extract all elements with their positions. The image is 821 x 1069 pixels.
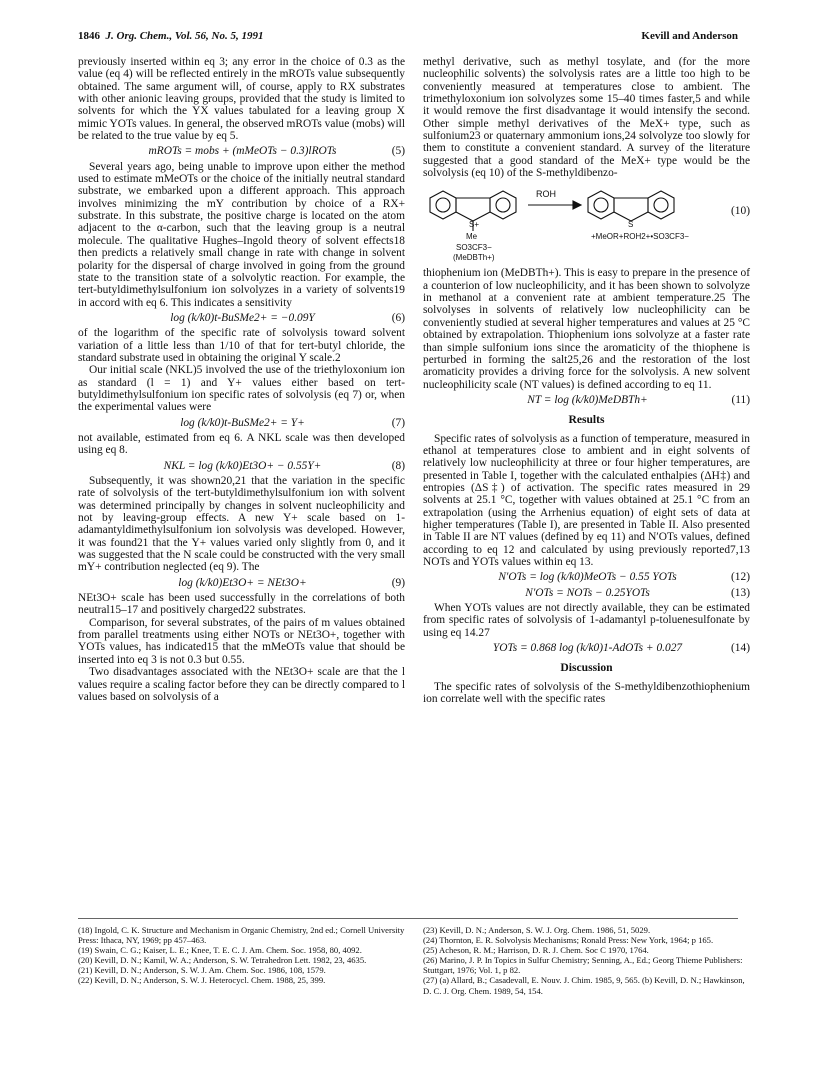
equation-13 <box>423 587 750 599</box>
page-header <box>78 30 738 46</box>
section-heading-results: Results <box>568 413 605 427</box>
paragraph: When YOTs values are not directly available, they can be estimated from specific rates of solvolysis of 1-adamantyl p-toluenesulfonate by using eq 14.27 <box>423 602 750 639</box>
equation-expression: log (k/k0)t-BuSMe2+ = Y+ <box>180 416 305 429</box>
equation-number: (12) <box>731 571 750 584</box>
reaction-scheme <box>423 183 750 265</box>
footnote: (21) Kevill, D. N.; Anderson, S. W. J. Am. Chem. Soc. 1986, 108, 1579. <box>78 965 326 976</box>
footnote: (27) (a) Allard, B.; Casadevall, E. Nouv. J. Chim. 1985, 9, 565. (b) Kevill, D. N.; Hawkinson, D. C. J. Org. Chem. 1989, 54, 154. <box>423 975 745 996</box>
equation-expression: N′OTs = log (k/k0)MeOTs − 0.55 YOTs <box>498 571 677 584</box>
footnote: (24) Thornton, E. R. Solvolysis Mechanisms; Ronald Press: New York, 1964; p 165. <box>423 935 714 946</box>
equation-8 <box>78 460 405 472</box>
equation-11 <box>423 394 750 406</box>
equation-expression: NKL = log (k/k0)Et3O+ − 0.55Y+ <box>163 459 322 472</box>
equation-expression: mROTs = mobs + (mMeOTs − 0.3)lROTs <box>148 145 337 158</box>
paragraph: thiophenium ion (MeDBTh+). This is easy to prepare in the presence of a counterion of low nucleophilicity, and it has been shown to solvolyze in methanol at a convenient rate at ambient temperature.25 The solvolyses in solvents of relatively low nucleophilicity can be conveniently studied at several higher temperatures and values at 25 °C obtained by extrapolation. Thiophenium ions solvolyze at a faster rate than simple sulfonium ions since the aromaticity of the thiophene is perturbed in forming the salt25,26 and the restoration of the lost aromaticity provides a driving force for the solvolysis. A new solvent nucleophilicity scale (NT values) is defined according to eq 11. <box>423 267 750 391</box>
aromatic-circle <box>496 198 510 212</box>
compound-name: (MeDBTh+) <box>453 253 495 263</box>
paragraph: NEt3O+ scale has been used successfully in the correlations of both neutral15–17 and positively charged22 substrates. <box>78 592 405 617</box>
equation-7 <box>78 417 405 429</box>
paragraph: Our initial scale (NKL)5 involved the use of the triethyloxonium ion as standard (l = 1) and Y+ values either based on tert-butyldimethylsulfonium ion specific rates of solvolysis (eq 7) or, when the experimental values were <box>78 364 405 414</box>
equation-expression: NT = log (k/k0)MeDBTh+ <box>527 393 648 406</box>
footnote: (19) Swain, C. G.; Kaiser, L. E.; Knee, T. E. C. J. Am. Chem. Soc. 1958, 80, 4092. <box>78 945 362 956</box>
product-sulfur-label: S <box>628 220 634 230</box>
paragraph: previously inserted within eq 3; any error in the choice of 0.3 as the value (eq 4) will be reflected entirely in the mROTs value subsequently obtained. The same argument will, of course, apply to RX substrates with other anionic leaving groups, provided that the study is limited to solvents for which the YX values tabulated for a leaving group X mimic YOTs values. In general, the observed mROTs value (mobs) will be related to the true value by eq 5. <box>78 56 405 143</box>
equation-number: (10) <box>731 205 750 218</box>
products-label: +MeOR+ROH2+•SO3CF3− <box>591 232 689 242</box>
methyl-label: Me <box>466 232 478 242</box>
equation-number: (5) <box>391 145 405 158</box>
equation-number: (14) <box>731 642 750 655</box>
header-authors: Kevill and Anderson <box>641 30 738 42</box>
footnote: (22) Kevill, D. N.; Anderson, S. W. J. Heterocycl. Chem. 1988, 25, 399. <box>78 975 326 986</box>
paragraph: methyl derivative, such as methyl tosylate, and (for the more nucleophilic solvents) the solvolysis rates are a little too high to be conveniently measured at temperatures close to ambient. The trimethyloxonium ion solvolyzes some 15–40 times faster,5 and while it would remove the first disadvantage it would intensify the second. Other simple methyl derivatives of the MeX+ type, such as sulfonium23 or quaternary ammonium ions,24 solvolyze too slowly for them to constitute a convenient standard. A survey of the literature suggested that a good standard of the MeX+ type would be the solvolysis (eq 10) of the S-methyldibenzo- <box>423 56 750 180</box>
paragraph: Two disadvantages associated with the NEt3O+ scale are that the l values require a scaling factor before they can be directly compared to l values based on solvolysis of a <box>78 666 405 703</box>
sulfonium-label: S+ <box>469 220 480 230</box>
page-number: 1846 <box>78 30 100 42</box>
equation-number: (8) <box>391 459 405 472</box>
equation-number: (13) <box>731 586 750 599</box>
benzene-ring <box>648 191 674 219</box>
paragraph: not available, estimated from eq 6. A NKL scale was then developed using eq 8. <box>78 431 405 457</box>
footnote: (20) Kevill, D. N.; Kamil, W. A.; Anderson, S. W. Tetrahedron Lett. 1982, 23, 4635. <box>78 955 367 966</box>
paragraph: Specific rates of solvolysis as a function of temperature, measured in ethanol at temperatures close to ambient and in eight solvents of relatively low nucleophilicity at three or four higher temperatures, are presented in Table I, together with the calculated enthalpies (ΔH‡) and entropies (ΔS‡) of activation. The specific rates measured in 29 solvents at 25.1 °C, together with values obtained at 25.1 °C from an extrapolation (using the Arrhenius equation) of eight sets of data at higher temperatures (Table I), are presented in Table II. Also presented in Table II are NT values (defined by eq 11) and N′OTs values, defined according to eq 12 and calculated by using previously reported7,13 NOTs and YOTs values within eq 13. <box>423 432 750 568</box>
right-column <box>423 56 750 705</box>
benzene-ring <box>588 191 614 219</box>
footnote: (18) Ingold, C. K. Structure and Mechanism in Organic Chemistry, 2nd ed.; Cornell University Press: Ithaca, NY, 1969; pp 457–463. <box>78 925 405 946</box>
equation-number: (9) <box>391 576 405 589</box>
equation-number: (6) <box>391 311 405 324</box>
footnote: (26) Marino, J. P. In Topics in Sulfur Chemistry; Senning, A., Ed.; Georg Thieme Publishers: Stuttgart, 1976; Vol. 1, p 82. <box>423 955 743 976</box>
paragraph: Comparison, for several substrates, of the pairs of m values obtained from parallel treatments using either NOTs or NEt3O+, together with YOTs values, has indicated15 that the mMeOTs value that should be inserted into eq 3 is not 0.3 but 0.55. <box>78 616 405 666</box>
equation-expression: N′OTs = NOTs − 0.25YOTs <box>525 586 650 599</box>
counterion-label: SO3CF3− <box>456 243 492 253</box>
aromatic-circle <box>436 198 450 212</box>
paragraph: of the logarithm of the specific rate of solvolysis toward solvent variation of a little less than 1/10 of that for tert-butyl chloride, the standard substrate used in obtaining the original Y scale.2 <box>78 327 405 364</box>
paragraph: The specific rates of solvolysis of the S-methyldibenzothiophenium ion correlate well with the specific rates <box>423 680 750 706</box>
equation-number: (11) <box>731 393 750 406</box>
paragraph: Several years ago, being unable to improve upon either the method used to estimate mMeOTs or the choice of the initially neutral standard substrate, we embarked upon a different approach. This approach involves minimizing the mY contribution by choice of a RX+ substrate. In this substrate, the positive charge is located on the atom adjacent to the α-carbon, such that the leaving group is a neutral molecule. The qualitative Hughes–Ingold theory of solvent effects18 then predicts a relatively small change in rate with change in solvent polarity for the dispersal of charge involved in going from the ground state to the transition state of a solvolytic reaction. For example, the tert-butyldimethylsulfonium ion solvolyzes in a variety of solvents19 in accord with eq 6. This indicates a sensitivity <box>78 160 405 309</box>
benzene-ring <box>430 191 456 219</box>
reaction-arrow-head <box>573 201 581 209</box>
equation-5 <box>78 145 405 157</box>
equation-expression: log (k/k0)Et3O+ = NEt3O+ <box>178 576 307 589</box>
equation-12 <box>423 571 750 583</box>
section-heading-discussion: Discussion <box>560 661 613 675</box>
footnote-divider <box>78 918 738 919</box>
equation-number: (7) <box>391 416 405 429</box>
thiophene-ring <box>614 198 648 221</box>
equation-6 <box>78 312 405 324</box>
footnotes-left <box>78 925 405 986</box>
footnotes-right <box>423 925 750 996</box>
reagent-label: ROH <box>536 189 556 200</box>
thiophene-ring <box>456 198 490 221</box>
footnote: (25) Acheson, R. M.; Harrison, D. R. J. Chem. Soc C 1970, 1764. <box>423 945 649 956</box>
aromatic-circle <box>654 198 668 212</box>
header-left <box>78 30 264 42</box>
equation-expression: YOTs = 0.868 log (k/k0)1-AdOTs + 0.027 <box>492 642 683 655</box>
left-column <box>78 56 405 703</box>
aromatic-circle <box>594 198 608 212</box>
equation-9 <box>78 577 405 589</box>
paragraph: Subsequently, it was shown20,21 that the variation in the specific rate of solvolysis of the tert-butyldimethylsulfonium ion with solvent was determined principally by changes in solvent nucleophilicity and not by leaving-group effects. A new Y+ scale based on 1-adamantyldimethylsulfonium ion solvolysis was developed. However, it was found21 that the Y+ values varied only slightly from 0, and it was suggested that the N scale could be constructed with the very small mY+ contribution neglected (eq 9). The <box>78 475 405 574</box>
equation-expression: log (k/k0)t-BuSMe2+ = −0.09Y <box>170 311 315 324</box>
equation-14 <box>423 642 750 654</box>
journal-citation: J. Org. Chem., Vol. 56, No. 5, 1991 <box>105 30 264 42</box>
footnote: (23) Kevill, D. N.; Anderson, S. W. J. Org. Chem. 1986, 51, 5029. <box>423 925 651 935</box>
benzene-ring <box>490 191 516 219</box>
